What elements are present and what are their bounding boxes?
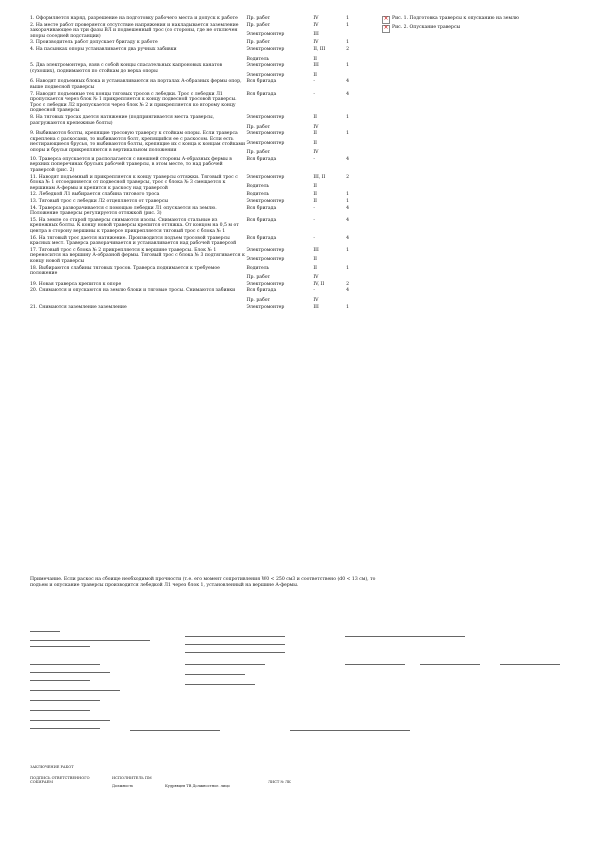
role-cell [246, 79, 313, 91]
divider [30, 690, 120, 691]
count-cell: 1 [346, 114, 350, 120]
operation-cell: 2. На месте работ проверяется отсутствие напряжения и накладывается заземление закорачивающее на три фазы ВЛ и подвешенный трос (со стороны, где не отключен эпоры соседней подстанции) [30, 22, 239, 39]
role-cell [246, 131, 313, 157]
count-cell: 4 [346, 79, 350, 85]
group-cell [313, 175, 346, 193]
count-cell: 1 [346, 265, 350, 271]
divider [290, 730, 410, 731]
figure-1-caption: Рис. 1. Подготовка траверсы к опусканию на землю [392, 16, 519, 21]
operation-cell: 13. Тяговый трос с лебедки Л2 отцепляется от траверсы [30, 199, 169, 205]
group-cell [313, 192, 346, 199]
role-cell [246, 266, 313, 282]
group-entry: - [313, 91, 315, 97]
divider [30, 680, 90, 681]
count-cell: 1 [346, 131, 350, 137]
role-entry: Вся бригада [246, 156, 277, 162]
divider [30, 728, 100, 729]
count-cell: 1 [346, 192, 350, 198]
footer-sheet-number: ЛИСТ № ЛК [268, 780, 291, 784]
role-entry: Электромонтер [246, 304, 285, 310]
divider [30, 646, 90, 647]
table-row [30, 63, 370, 79]
role-cell [246, 63, 313, 79]
group-entry: IV [313, 150, 319, 156]
operation-cell: 7. Наводят подъемные тех концы тяговых тросов с лебедки. Трос с лебедки Л1 пропускается через блок № 1 прикрепляется к концу подвесной тросовой траверсы. Трос с лебедки Л2 пропускается через блок № 2 и прикрепляется ко второму концу подвесной траверсы [30, 91, 237, 114]
group-entry: III [313, 304, 319, 310]
role-cell [246, 92, 313, 115]
role-cell [246, 288, 313, 304]
footer-signature: Кудрявцев ТВ Должностное. лицо [165, 784, 230, 788]
group-entry: III [313, 32, 319, 38]
role-entry: Водитель [246, 265, 270, 271]
role-cell [246, 305, 313, 312]
group-entry: II [313, 184, 317, 190]
group-entry: II [313, 114, 317, 120]
role-entry: Электромонтер [246, 72, 285, 78]
role-cell [246, 157, 313, 175]
role-entry: Пр. работ [246, 16, 271, 21]
role-entry: Вся бригада [246, 79, 277, 85]
role-entry: Водитель [246, 184, 270, 190]
group-cell [313, 248, 346, 266]
role-entry: Электромонтер [246, 63, 285, 69]
operation-cell: 5. Два электромонтера, взяв с собой концы спасательных капроновых канатов (сухоших), поднимаются по стойкам до верха опоры [30, 63, 223, 74]
table-row [30, 248, 370, 266]
divider [30, 700, 100, 701]
table-row [30, 157, 370, 175]
footer-mid-sub: Должность [112, 784, 134, 788]
count-cell: 4 [346, 217, 350, 223]
group-entry: - [313, 217, 315, 223]
group-cell [313, 40, 346, 47]
count-cell: 2 [346, 281, 350, 287]
count-cell: 4 [346, 288, 350, 294]
table-row [30, 199, 370, 206]
group-entry: - [313, 288, 315, 294]
role-entry: Электромонтер [246, 199, 285, 205]
operation-cell: 14. Траверса разворачивается с помощью лебедки Л1 опускается на землю. Положение траверсы регулируется оттяжкой (рис. 3) [30, 205, 217, 217]
role-entry: Вся бригада [246, 91, 277, 97]
divider [185, 644, 285, 645]
count-cell: 4 [346, 205, 350, 211]
operation-cell: 10. Траверса опускается и располагается с внешней стороны А-образных фермы в верхних поперечинах брусьях рабочей траверсы, в этом месте, то над рабочей траверсой (рис. 2) [30, 156, 232, 174]
group-cell [313, 23, 346, 41]
role-entry: Электромонтер [246, 281, 285, 287]
operation-cell: 15. На земле со старой траверсы снимаются изолы. Снимаются стальные из крепежных болты. К концу новой траверсы крепится оттяжка. От концом на 0,5 м от центра в сторону вершины к траверсе прикрепляется тяговый трос с блока № 1 [30, 217, 239, 234]
group-entry: - [313, 79, 315, 85]
role-cell [246, 218, 313, 236]
group-entry: II [313, 265, 317, 271]
broken-image-icon [382, 16, 390, 24]
count-cell: 4 [346, 156, 350, 162]
divider [30, 640, 150, 641]
role-entry: Вся бригада [246, 205, 277, 211]
role-entry: Пр. работ [246, 275, 271, 281]
operation-cell: 4. На пасынках опоры устанавливается два ручных забивки [30, 46, 177, 52]
table-row [30, 79, 370, 91]
group-entry: IV [313, 275, 319, 281]
table-row [30, 131, 370, 157]
group-entry: II [313, 131, 317, 137]
group-entry: IV [313, 124, 319, 130]
figure-2 [382, 25, 582, 33]
group-entry: IV [313, 40, 319, 46]
role-entry: Электромонтер [246, 247, 285, 253]
role-entry: Пр. работ [246, 297, 271, 303]
table-row [30, 236, 370, 248]
group-cell [313, 115, 346, 131]
role-entry: Электромонтер [246, 257, 285, 263]
role-cell [246, 115, 313, 131]
role-entry: Вся бригада [246, 235, 277, 241]
role-cell [246, 236, 313, 248]
group-cell [313, 47, 346, 63]
divider [185, 674, 245, 675]
divider [30, 664, 100, 665]
table-row [30, 206, 370, 218]
group-entry: IV, II [313, 281, 325, 287]
operation-cell: 16. На тяговый трос дается натяжение. Производится подъем тросовой траверсы красных мест. Траверса разворачивается и устанавливается над рабочей траверсой [30, 235, 237, 247]
operation-cell: 6. Наводят подъемных блока и устанавливаются на порталах А-образных фермы опор, выше подвесной траверсы [30, 79, 242, 90]
count-cell: 1 [346, 16, 350, 21]
group-cell [313, 218, 346, 236]
footer-org-label: ЗАКЛЮЧЕНИЕ РАБОТ [30, 765, 74, 769]
group-cell [313, 236, 346, 248]
operation-cell: 17. Тяговый трос с блока № 2 прикрепляется к вершине траверсы. Блок № 1 переносится на вершину А-образной фермы. Тяговый трос с блока № 3 подтягивается к концу новой траверсы [30, 247, 245, 264]
role-cell [246, 40, 313, 47]
table-row [30, 16, 370, 23]
group-cell [313, 266, 346, 282]
table-row [30, 218, 370, 236]
group-cell [313, 16, 346, 23]
divider [185, 636, 285, 637]
group-entry: II [313, 199, 317, 205]
role-entry: Электромонтер [246, 32, 285, 38]
table-row [30, 305, 370, 312]
group-cell [313, 288, 346, 304]
role-entry: Пр. работ [246, 124, 271, 130]
divider [185, 664, 265, 665]
group-cell [313, 63, 346, 79]
role-entry: Электромонтер [246, 174, 285, 180]
group-entry: IV [313, 22, 319, 28]
group-entry: II, III [313, 46, 326, 52]
count-cell: 4 [346, 91, 350, 97]
divider [30, 710, 90, 711]
group-cell [313, 282, 346, 289]
role-entry: Водитель [246, 56, 270, 62]
operation-cell: 8. На тяговых тросах дается натяжение (подпрингивается места траверсы, разгружаются крепежные болты) [30, 114, 215, 126]
role-cell [246, 47, 313, 63]
role-entry: Вся бригада [246, 217, 277, 223]
table-row [30, 175, 370, 193]
table-row [30, 23, 370, 41]
group-entry: III, II [313, 174, 326, 180]
operation-cell: 18. Выбираются слабины тяговых тросов. Траверса поднимается к требуемое положение [30, 265, 220, 277]
role-entry: Электромонтер [246, 114, 285, 120]
role-entry: Пр. работ [246, 22, 271, 28]
count-cell: 1 [346, 247, 350, 253]
group-entry: II [313, 192, 317, 198]
group-cell [313, 206, 346, 218]
group-entry: - [313, 235, 315, 241]
operation-cell: 20. Снимаются и опускаются на землю блоки и тяговые тросы. Снимаются забивки [30, 288, 236, 294]
group-cell [313, 157, 346, 175]
group-entry: II [313, 140, 317, 146]
broken-image-icon [382, 25, 390, 33]
operation-cell: 9. Выбиваются болты, крепящие тросовую траверсу к стойкам опоры. Если траверса скреплена с раскосами, то выбиваются болт, крепящийся ее с раскосом. Если есть нестирающиеся брусья, то выбиваются болты, крепящие их с конца к концам стойками опоры и брусья прикрепляются в вертикальном положении [30, 131, 246, 153]
figure-2-caption: Рис. 2. Опускание траверсы [392, 25, 461, 30]
group-entry: - [313, 205, 315, 211]
table-row [30, 288, 370, 304]
role-cell [246, 16, 313, 23]
operation-cell: 12. Лебедкой Л1 выбирается слабина тягового троса [30, 192, 160, 198]
count-cell: 2 [346, 46, 350, 52]
group-cell [313, 92, 346, 115]
count-cell: 1 [346, 199, 350, 205]
role-entry: Пр. работ [246, 150, 271, 156]
group-entry: III [313, 63, 319, 69]
group-cell [313, 305, 346, 312]
count-cell: 1 [346, 40, 350, 46]
group-entry: III [313, 247, 319, 253]
role-cell [246, 175, 313, 193]
role-entry: Электромонтер [246, 131, 285, 137]
role-entry: Пр. работ [246, 40, 271, 46]
count-cell: 2 [346, 174, 350, 180]
group-cell [313, 199, 346, 206]
note-paragraph: Примечание. Если раскос на сбоище необходимой прочности (т.е. его момент сопротивления W0 < 250 см3 и соответствено (d0 < 13 см), то подъем и опускание траверсы производится лебедкой Л1 через блок 1, установленный на вершине А-фермы. [30, 577, 376, 588]
role-entry: Водитель [246, 192, 270, 198]
operation-cell: 19. Новая траверса крепится к опоре [30, 281, 122, 287]
role-entry: Вся бригада [246, 288, 277, 294]
table-row [30, 92, 370, 115]
group-entry: IV [313, 16, 319, 21]
divider [185, 652, 285, 653]
divider [185, 684, 255, 685]
divider [420, 664, 480, 665]
role-entry: Электромонтер [246, 140, 285, 146]
divider [30, 672, 110, 673]
table-row [30, 266, 370, 282]
operation-cell: 11. Наводят подъемный и прикрепляется к концу траверсы оттяжки. Тяговый трос с блока № 1 отсоединяется от подвесной траверсы, трос с блока № 3 смещается к вершинам А-фермы и крепится к раскосу над траверсой [30, 174, 238, 191]
divider [30, 631, 60, 632]
table-row [30, 115, 370, 131]
footer-left-block: ПОДПИСЬ ОТВЕТСТВЕННОГО СОБИРАЕМ [30, 776, 90, 785]
operation-cell: 3. Производитель работ допускает бригаду к работе [30, 40, 158, 46]
group-entry: II [313, 72, 317, 78]
group-entry: - [313, 156, 315, 162]
role-cell [246, 23, 313, 41]
divider [345, 664, 405, 665]
count-cell: 1 [346, 63, 350, 69]
operations-table [30, 16, 370, 311]
divider [345, 636, 465, 637]
group-cell [313, 79, 346, 91]
role-cell [246, 248, 313, 266]
role-cell [246, 206, 313, 218]
count-cell: 1 [346, 304, 350, 310]
group-entry: II [313, 56, 317, 62]
count-cell: 4 [346, 235, 350, 241]
group-entry: II [313, 257, 317, 263]
table-row [30, 47, 370, 63]
table-row [30, 40, 370, 47]
footer-mid-title: ИСПОЛНИТЕЛЬ ПМ [112, 776, 152, 780]
operation-cell: 21. Снимаются заземление заземление [30, 304, 127, 310]
figure-1 [382, 16, 582, 24]
figure-captions [382, 16, 582, 33]
role-cell [246, 199, 313, 206]
operation-cell: 1. Оформляется наряд, разрешение на подготовку рабочего места и допуск к работе [30, 16, 238, 21]
count-cell: 1 [346, 22, 350, 28]
role-entry: Электромонтер [246, 46, 285, 52]
divider [130, 730, 220, 731]
divider [500, 664, 560, 665]
group-cell [313, 131, 346, 157]
divider [30, 720, 110, 721]
group-entry: IV [313, 297, 319, 303]
